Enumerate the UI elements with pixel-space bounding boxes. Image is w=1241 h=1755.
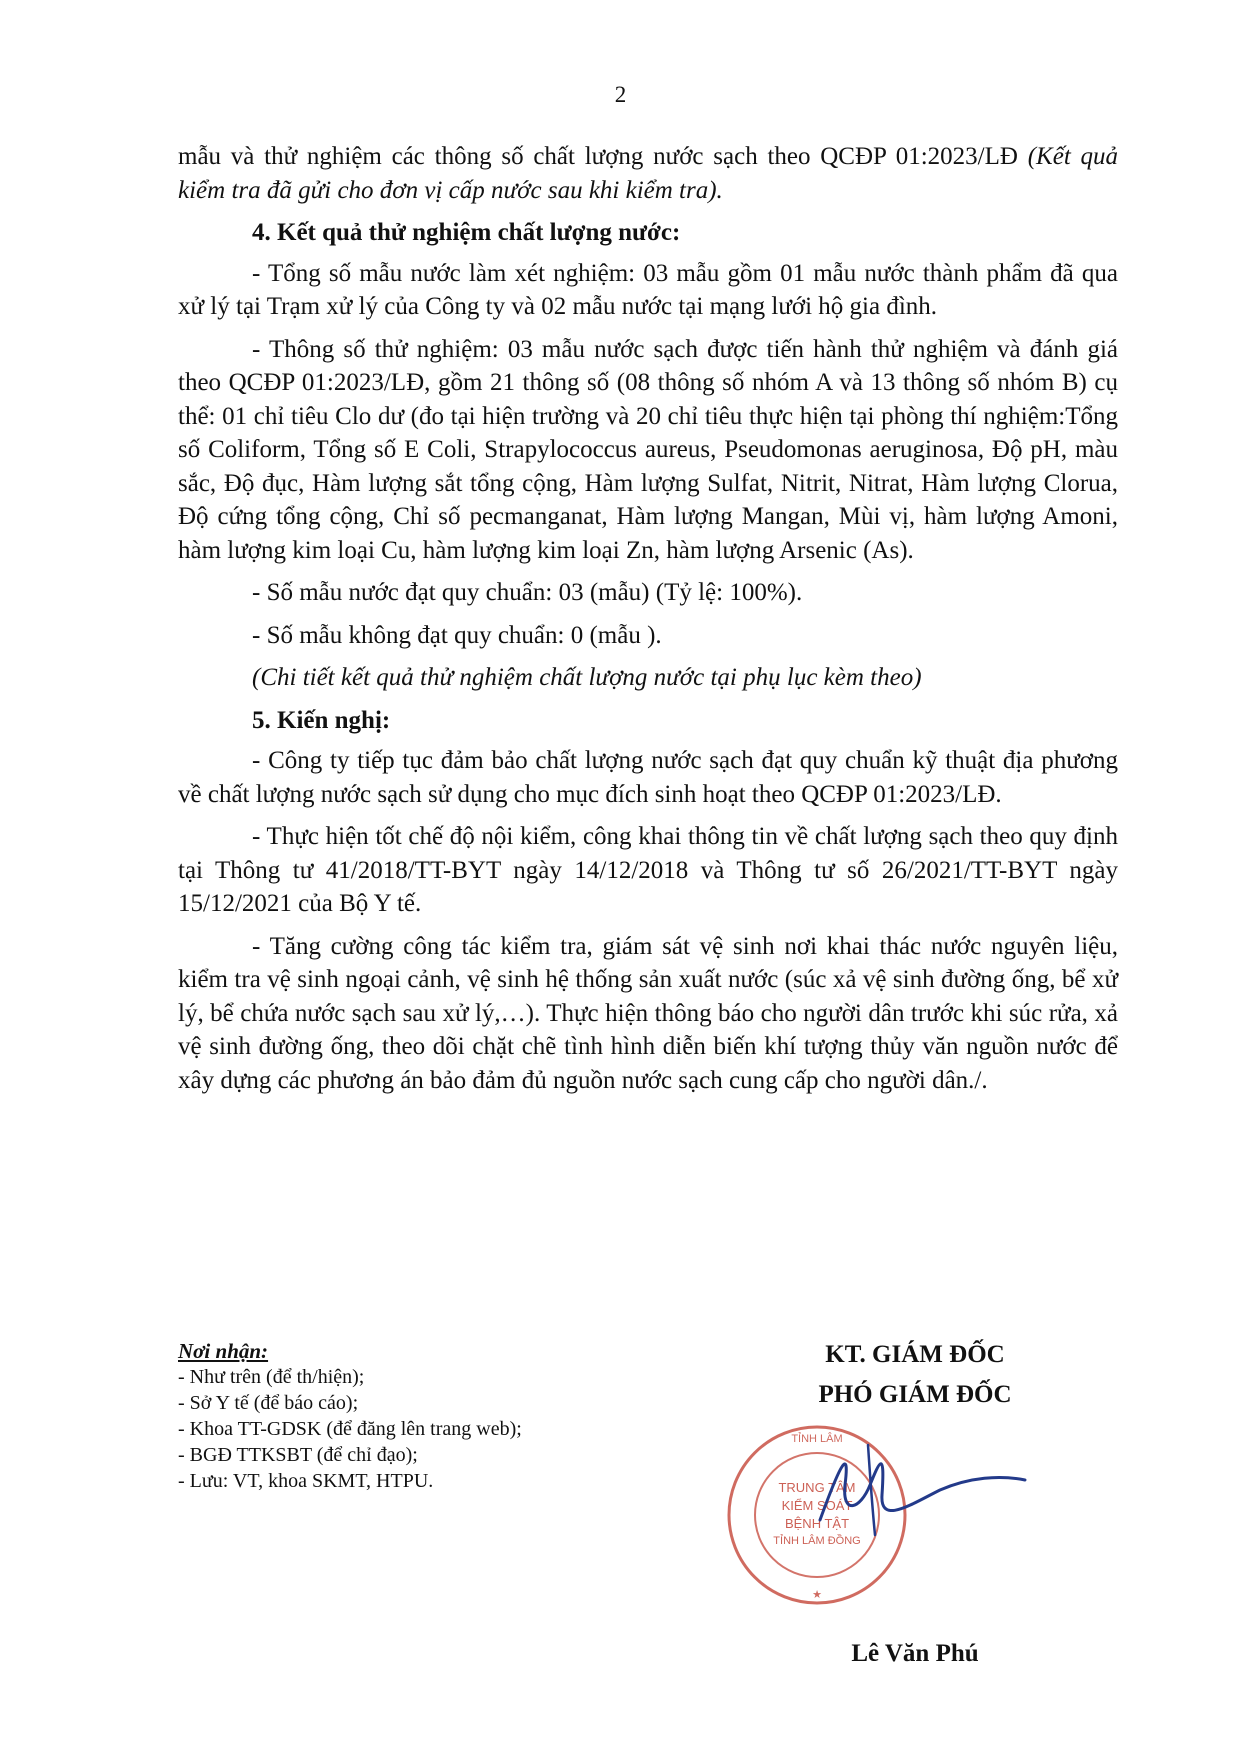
section-heading-5: 5. Kiến nghị: bbox=[252, 706, 391, 734]
svg-text:TRUNG TÂM: TRUNG TÂM bbox=[778, 1480, 856, 1495]
paragraph: - Tổng số mẫu nước làm xét nghiệm: 03 mẫu gồm 01 mẫu nước thành phẩm đã qua xử lý tại Trạm xử lý của Công ty và 02 mẫu nước tại mạng lưới hộ gia đình. bbox=[178, 259, 1118, 320]
recipient-item: - BGĐ TTKSBT (để chỉ đạo); bbox=[178, 1444, 418, 1466]
paragraph-note: (Kết quả kiểm tra đã gửi cho đơn vị cấp nước sau khi kiểm tra). bbox=[178, 143, 1119, 204]
recipient-item: - Lưu: VT, khoa SKMT, HTPU. bbox=[178, 1470, 434, 1492]
svg-text:TỈNH LÂM: TỈNH LÂM bbox=[791, 1433, 843, 1445]
recipients-title: Nơi nhận: bbox=[178, 1339, 269, 1363]
recipient-item: - Sở Y tế (để báo cáo); bbox=[178, 1392, 359, 1414]
paragraph-note: (Chi tiết kết quả thử nghiệm chất lượng nước tại phụ lục kèm theo) bbox=[252, 664, 922, 691]
paragraph: - Số mẫu không đạt quy chuẩn: 0 (mẫu ). bbox=[252, 621, 662, 649]
signature-subtitle: PHÓ GIÁM ĐỐC bbox=[818, 1381, 1012, 1408]
svg-text:TỈNH LÂM ĐỒNG: TỈNH LÂM ĐỒNG bbox=[773, 1535, 861, 1547]
recipient-item: - Như trên (để th/hiện); bbox=[178, 1366, 365, 1388]
handwritten-signature-icon bbox=[790, 1425, 1030, 1545]
paragraph: - Thông số thử nghiệm: 03 mẫu nước sạch được tiến hành thử nghiệm và đánh giá theo QCĐP 01:2023/LĐ, gồm 21 thông số (08 thông số nhóm A và 13 thông số nhóm B) cụ thể: 01 chỉ tiêu Clo dư (đo tại hiện trường và 20 chỉ tiêu thực hiện tại phòng thí nghiệm:Tổng số Coliform, Tổng số E Coli, Strapylococcus aureus, Pseudomonas aeruginosa, Độ pH, màu sắc, Độ đục, Hàm lượng sắt tổng cộng, Hàm lượng Sulfat, Nitrit, Nitrat, Hàm lượng Clorua, Độ cứng tổng cộng, Chỉ số pecmanganat, Hàm lượng Mangan, Mùi vị, hàm lượng Amoni, hàm lượng kim loại Cu, hàm lượng kim loại Zn, hàm lượng Arsenic (As). bbox=[178, 335, 1118, 564]
section-heading-4: 4. Kết quả thử nghiệm chất lượng nước: bbox=[252, 219, 681, 246]
paragraph: - Công ty tiếp tục đảm bảo chất lượng nước sạch đạt quy chuẩn kỹ thuật địa phương về chất lượng nước sạch sử dụng cho mục đích sinh hoạt theo QCĐP 01:2023/LĐ. bbox=[178, 747, 1118, 808]
paragraph: - Thực hiện tốt chế độ nội kiểm, công khai thông tin về chất lượng sạch theo quy định tại Thông tư 41/2018/TT-BYT ngày 14/12/2018 và Thông tư số 26/2021/TT-BYT ngày 15/12/2021 của Bộ Y tế. bbox=[178, 823, 1118, 917]
signature-block bbox=[735, 1335, 1095, 1415]
paragraph-text: mẫu và thử nghiệm các thông số chất lượng nước sạch theo QCĐP 01:2023/LĐ bbox=[178, 143, 1018, 170]
svg-text:KIỂM SOÁT: KIỂM SOÁT bbox=[781, 1498, 853, 1513]
signer-name: Lê Văn Phú bbox=[851, 1640, 979, 1667]
paragraph: - Tăng cường công tác kiểm tra, giám sát vệ sinh nơi khai thác nước nguyên liệu, kiểm tra vệ sinh ngoại cảnh, vệ sinh hệ thống sản xuất nước (súc xả vệ sinh đường ống, bể xử lý, bể chứa nước sạch sau xử lý,…). Thực hiện thông báo cho người dân trước khi súc rửa, xả vệ sinh đường ống, theo dõi chặt chẽ tình hình diễn biến khí tượng thủy văn nguồn nước để xây dựng các phương án bảo đảm đủ nguồn nước sạch cung cấp cho người dân./. bbox=[178, 932, 1118, 1094]
paragraph: - Số mẫu nước đạt quy chuẩn: 03 (mẫu) (Tỷ lệ: 100%). bbox=[252, 579, 803, 606]
signature-title: KT. GIÁM ĐỐC bbox=[825, 1341, 1005, 1368]
paragraph bbox=[178, 140, 1118, 207]
svg-text:★: ★ bbox=[812, 1589, 822, 1601]
page-number: 2 bbox=[614, 82, 627, 107]
svg-text:BỆNH TẬT: BỆNH TẬT bbox=[784, 1516, 850, 1531]
recipient-item: - Khoa TT-GDSK (để đăng lên trang web); bbox=[178, 1418, 522, 1440]
document-body bbox=[178, 140, 1118, 1106]
recipients-block bbox=[178, 1338, 698, 1494]
